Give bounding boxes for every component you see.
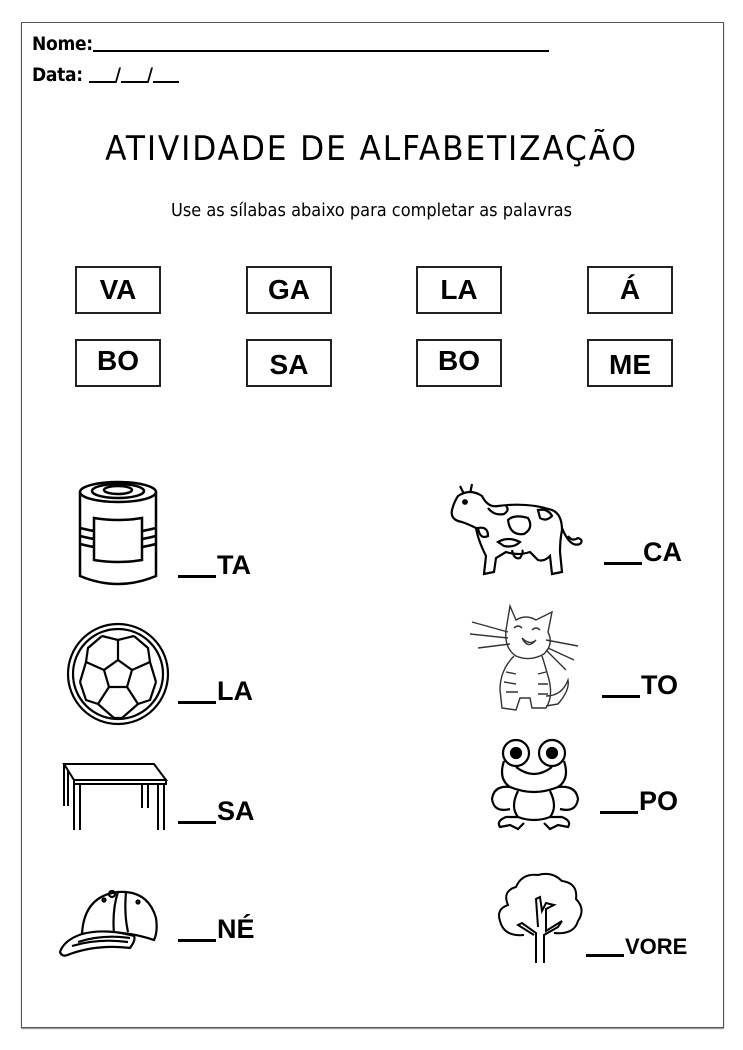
word-suffix: TA [217,550,251,580]
word-suffix: PO [639,786,679,816]
table-icon [62,762,170,834]
word-prompt [600,786,678,817]
date-year-blank[interactable] [153,80,179,83]
can-icon [76,480,160,588]
word-suffix: LA [217,676,253,706]
name-label: Nome: [32,33,93,55]
cow-icon [448,480,588,580]
soccer-ball-icon [66,622,170,726]
word-prompt [178,796,255,827]
word-suffix: SA [217,796,255,826]
word-suffix: VORE [625,934,688,959]
page-title: ATIVIDADE DE ALFABETIZAÇÃO [105,129,638,169]
frog-icon [488,737,582,831]
word-prompt [178,550,251,581]
word-suffix: TO [641,670,679,700]
date-separator: / [114,64,121,86]
answer-blank[interactable] [178,938,216,942]
answer-blank[interactable] [600,810,638,814]
syllable-box: Á [587,266,673,314]
word-prompt [586,934,687,960]
word-suffix: NÉ [217,914,255,944]
word-prompt [604,537,682,568]
date-separator: / [146,64,153,86]
syllable-box: GA [246,266,332,314]
name-field[interactable] [32,33,549,55]
date-field[interactable] [32,64,179,86]
cap-icon [58,888,170,960]
name-blank-line[interactable] [93,49,549,52]
date-label: Data: [32,64,83,86]
word-suffix: CA [643,537,682,567]
syllable-box: BO [416,339,502,387]
answer-blank[interactable] [602,694,640,698]
word-prompt [178,914,255,945]
date-day-blank[interactable] [89,80,115,83]
answer-blank[interactable] [586,953,624,957]
cat-icon [470,600,580,714]
syllable-box: BO [75,339,161,387]
date-month-blank[interactable] [121,80,147,83]
answer-blank[interactable] [604,561,642,565]
syllable-box: LA [416,266,502,314]
syllable-box: ME [587,339,673,387]
answer-blank[interactable] [178,700,216,704]
syllable-box: SA [246,339,332,387]
tree-icon [496,869,584,965]
word-prompt [602,670,678,701]
answer-blank[interactable] [178,574,216,578]
answer-blank[interactable] [178,820,216,824]
instructions: Use as sílabas abaixo para completar as palavras [170,200,573,221]
word-prompt [178,676,253,707]
syllable-box: VA [75,266,161,314]
